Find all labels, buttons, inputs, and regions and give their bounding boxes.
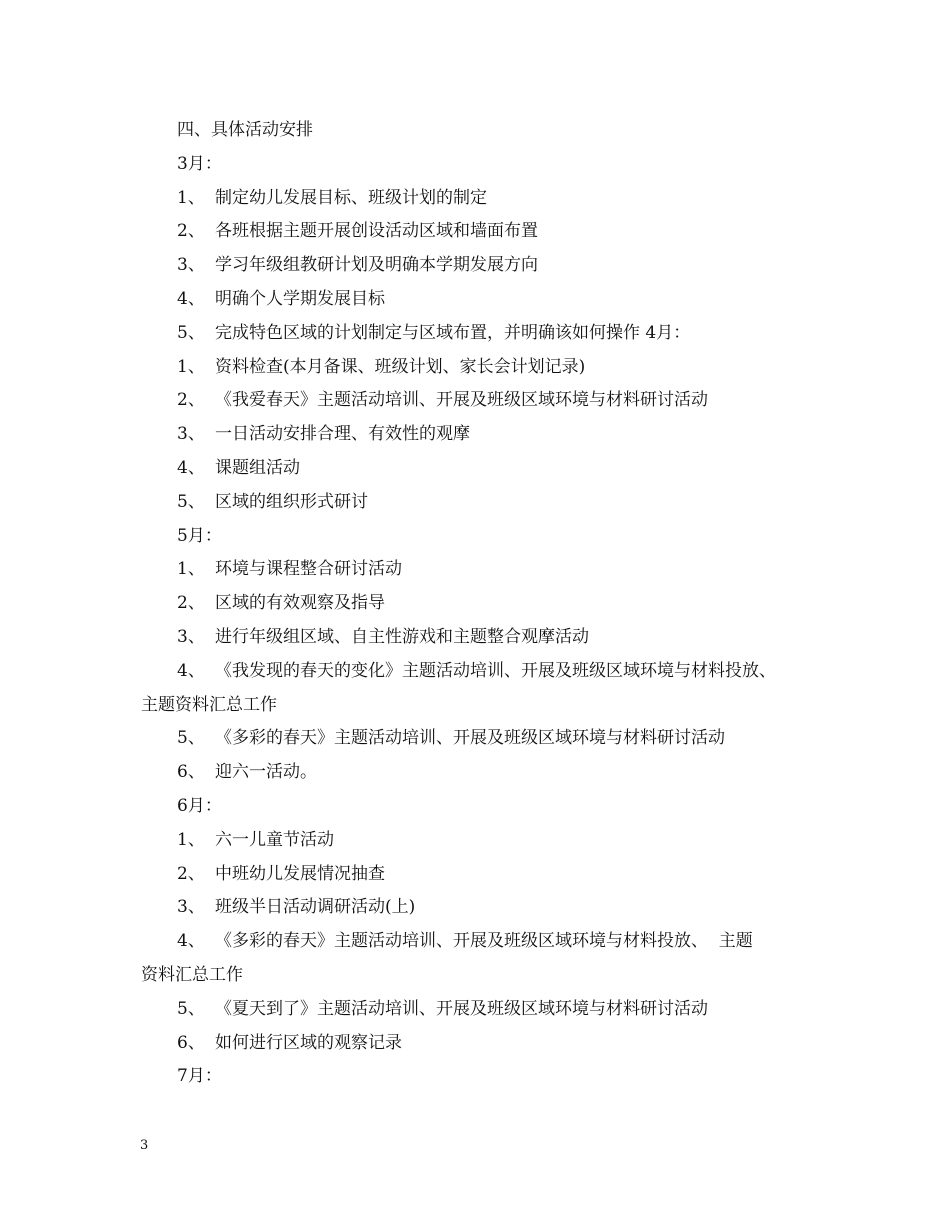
item-number: 6、 [177,1032,205,1053]
item-text: 完成特色区域的计划制定与区域布置，并明确该如何操作 4月： [215,322,691,343]
item-text: 如何进行区域的观察记录 [215,1032,402,1053]
item-number: 5、 [177,998,205,1019]
item-number: 2、 [177,221,205,242]
item-number: 1、 [177,187,205,208]
item-number: 3、 [177,626,205,647]
item-continuation: 资料汇总工作 [141,964,243,985]
item-number: 1、 [177,356,205,377]
item-text: 《多彩的春天》主题活动培训、开展及班级区域环境与材料投放、 主题 [215,931,753,952]
item-text: 区域的组织形式研讨 [215,491,368,512]
list-item [141,655,841,689]
item-text: 班级半日活动调研活动(上) [215,897,416,918]
item-text: 进行年级组区域、自主性游戏和主题整合观摩活动 [215,626,589,647]
item-number: 4、 [177,660,205,681]
item-text: 六一儿童节活动 [215,829,334,850]
list-item [141,384,841,418]
item-text: 各班根据主题开展创设活动区域和墙面布置 [215,221,538,242]
item-text: 课题组活动 [215,457,300,478]
item-text: 中班幼儿发展情况抽查 [215,863,385,884]
item-number: 3、 [177,255,205,276]
list-item [141,351,841,385]
item-text: 资料检查(本月备课、班级计划、家长会计划记录) [215,356,586,377]
month-heading-july: 7月： [177,1066,222,1087]
item-number: 4、 [177,931,205,952]
page-number: 3 [140,1138,149,1153]
item-number: 1、 [177,559,205,580]
document-body [141,114,841,1094]
list-item [141,925,841,959]
list-item [141,891,841,925]
list-item [141,215,841,249]
item-number: 3、 [177,897,205,918]
item-text: 环境与课程整合研讨活动 [215,559,402,580]
item-number: 2、 [177,863,205,884]
item-text: 一日活动安排合理、有效性的观摩 [215,424,470,445]
list-item [141,182,841,216]
item-text: 学习年级组教研计划及明确本学期发展方向 [215,255,538,276]
list-item [141,317,841,351]
list-item [141,858,841,892]
item-text: 制定幼儿发展目标、班级计划的制定 [215,187,487,208]
item-text: 区域的有效观察及指导 [215,593,385,614]
item-text: 《我爱春天》主题活动培训、开展及班级区域环境与材料研讨活动 [215,390,708,411]
item-number: 2、 [177,390,205,411]
item-continuation: 主题资料汇总工作 [141,694,277,715]
item-number: 6、 [177,762,205,783]
item-number: 1、 [177,829,205,850]
item-text: 《多彩的春天》主题活动培训、开展及班级区域环境与材料研讨活动 [215,728,725,749]
list-item [141,1027,841,1061]
item-number: 5、 [177,728,205,749]
list-item [141,452,841,486]
list-item [141,621,841,655]
section-heading: 四、具体活动安排 [177,120,313,140]
list-item [141,756,841,790]
item-number: 2、 [177,593,205,614]
month-heading-may: 5月： [177,525,222,546]
item-text: 迎六一活动。 [215,762,317,783]
item-number: 5、 [177,322,205,343]
list-item [141,587,841,621]
item-number: 3、 [177,424,205,445]
list-item [141,418,841,452]
item-text: 《我发现的春天的变化》主题活动培训、开展及班级区域环境与材料投放、 [215,660,776,681]
list-item [141,283,841,317]
item-number: 4、 [177,288,205,309]
item-number: 4、 [177,457,205,478]
list-item [141,722,841,756]
month-heading-march: 3月： [177,153,222,174]
item-text: 《夏天到了》主题活动培训、开展及班级区域环境与材料研讨活动 [215,998,708,1019]
list-item [141,486,841,520]
list-item [141,553,841,587]
list-item [141,993,841,1027]
list-item [141,824,841,858]
month-heading-june: 6月： [177,795,222,816]
list-item [141,249,841,283]
item-number: 5、 [177,491,205,512]
item-text: 明确个人学期发展目标 [215,288,385,309]
